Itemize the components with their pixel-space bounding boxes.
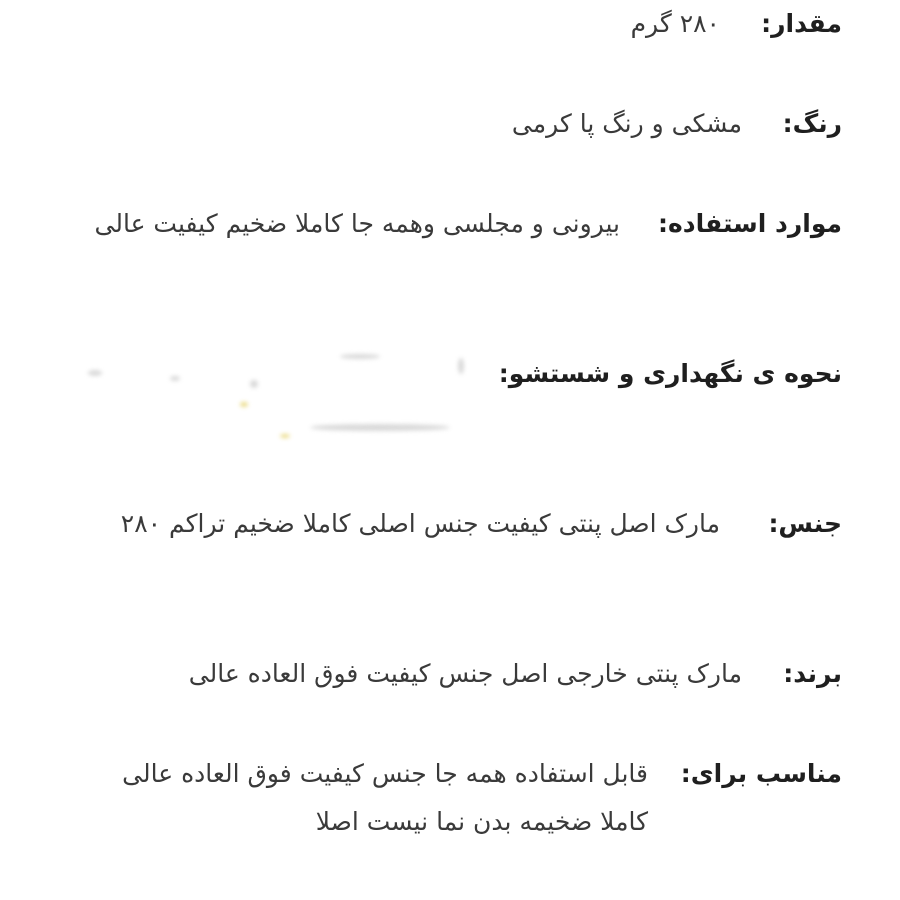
spec-row-amount [0,0,900,80]
spec-value-brand: مارک پنتی خارجی اصل جنس کیفیت فوق العاده عالی [188,659,742,688]
spec-label-care: نحوه ی نگهداری و شستشو: [498,359,842,388]
spec-value-amount: ۲۸۰ گرم [630,9,720,38]
spec-value-suitable-for: قابل استفاده همه جا جنس کیفیت فوق العاده عالی کاملا ضخیمه بدن نما نیست اصلا [122,759,648,836]
spec-label-amount: مقدار: [761,9,842,38]
spec-label-brand: برند: [783,659,842,688]
redacted-care-text [80,352,470,442]
spec-label-suitable-for: مناسب برای: [680,759,842,788]
spec-row-color [0,100,900,180]
spec-value-color: مشکی و رنگ پا کرمی [511,109,742,138]
spec-value-usage: بیرونی و مجلسی وهمه جا کاملا ضخیم کیفیت عالی [94,209,620,238]
spec-row-suitable-for [0,750,900,850]
spec-label-material: جنس: [768,509,842,538]
spec-row-brand [0,650,900,730]
spec-value-material: مارک اصل پنتی کیفیت جنس اصلی کاملا ضخیم تراکم ۲۸۰ [120,509,720,538]
spec-label-color: رنگ: [782,109,842,138]
spec-row-usage [0,200,900,300]
spec-label-usage: موارد استفاده: [658,209,842,238]
spec-row-material [0,500,900,600]
